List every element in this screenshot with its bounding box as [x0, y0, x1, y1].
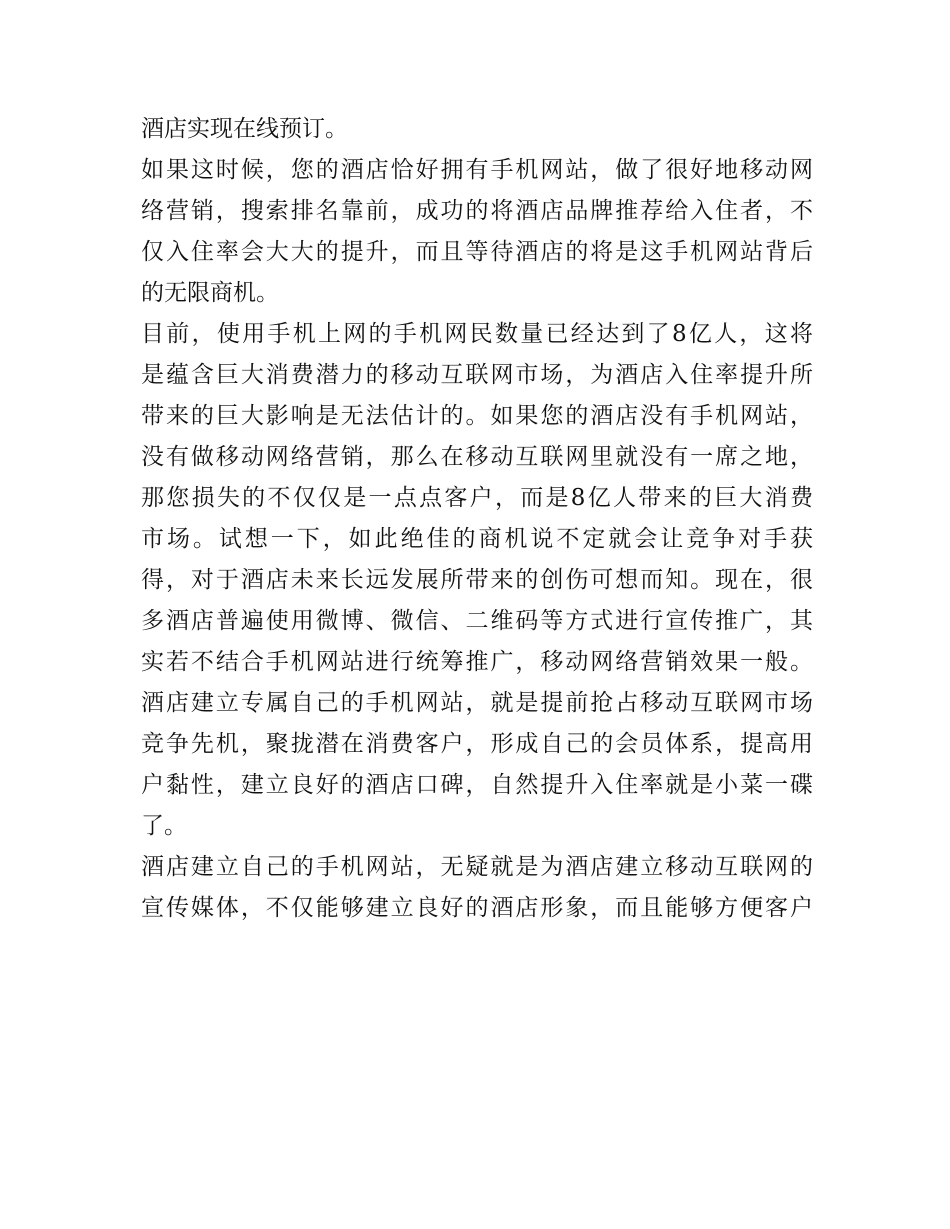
text-line: 没有做移动网络营销，那么在移动互联网里就没有一席之地， [141, 444, 813, 470]
text-line: 酒店建立专属自己的手机网站，就是提前抢占移动互联网市场 [141, 690, 813, 716]
text-line: 酒店建立自己的手机网站，无疑就是为酒店建立移动互联网的 [141, 854, 813, 880]
text-line: 得，对于酒店未来长远发展所带来的创伤可想而知。现在，很 [141, 567, 813, 593]
text-line: 多酒店普遍使用微博、微信、二维码等方式进行宣传推广，其 [141, 608, 813, 634]
text-line: 酒店实现在线预订。 [141, 116, 348, 142]
text-line: 的无限商机。 [141, 280, 279, 306]
text-line: 目前，使用手机上网的手机网民数量已经达到了8亿人，这将 [141, 321, 813, 347]
text-line: 市场。试想一下，如此绝佳的商机说不定就会让竞争对手获 [141, 526, 813, 552]
text-line: 络营销，搜索排名靠前，成功的将酒店品牌推荐给入住者，不 [141, 198, 813, 224]
text-line: 户黏性，建立良好的酒店口碑，自然提升入住率就是小菜一碟 [141, 772, 813, 798]
text-line: 实若不结合手机网站进行统筹推广，移动网络营销效果一般。 [141, 649, 813, 675]
text-line: 是蕴含巨大消费潜力的移动互联网市场，为酒店入住率提升所 [141, 362, 813, 388]
text-line: 竞争先机，聚拢潜在消费客户，形成自己的会员体系，提高用 [141, 731, 813, 757]
text-line: 带来的巨大影响是无法估计的。如果您的酒店没有手机网站， [141, 403, 813, 429]
text-line: 了。 [141, 813, 187, 839]
text-line: 宣传媒体，不仅能够建立良好的酒店形象，而且能够方便客户 [141, 895, 813, 921]
text-line: 如果这时候，您的酒店恰好拥有手机网站，做了很好地移动网 [141, 157, 813, 183]
text-line: 仅入住率会大大的提升，而且等待酒店的将是这手机网站背后 [141, 239, 813, 265]
body-text [141, 109, 813, 929]
text-line: 那您损失的不仅仅是一点点客户，而是8亿人带来的巨大消费 [141, 485, 813, 511]
